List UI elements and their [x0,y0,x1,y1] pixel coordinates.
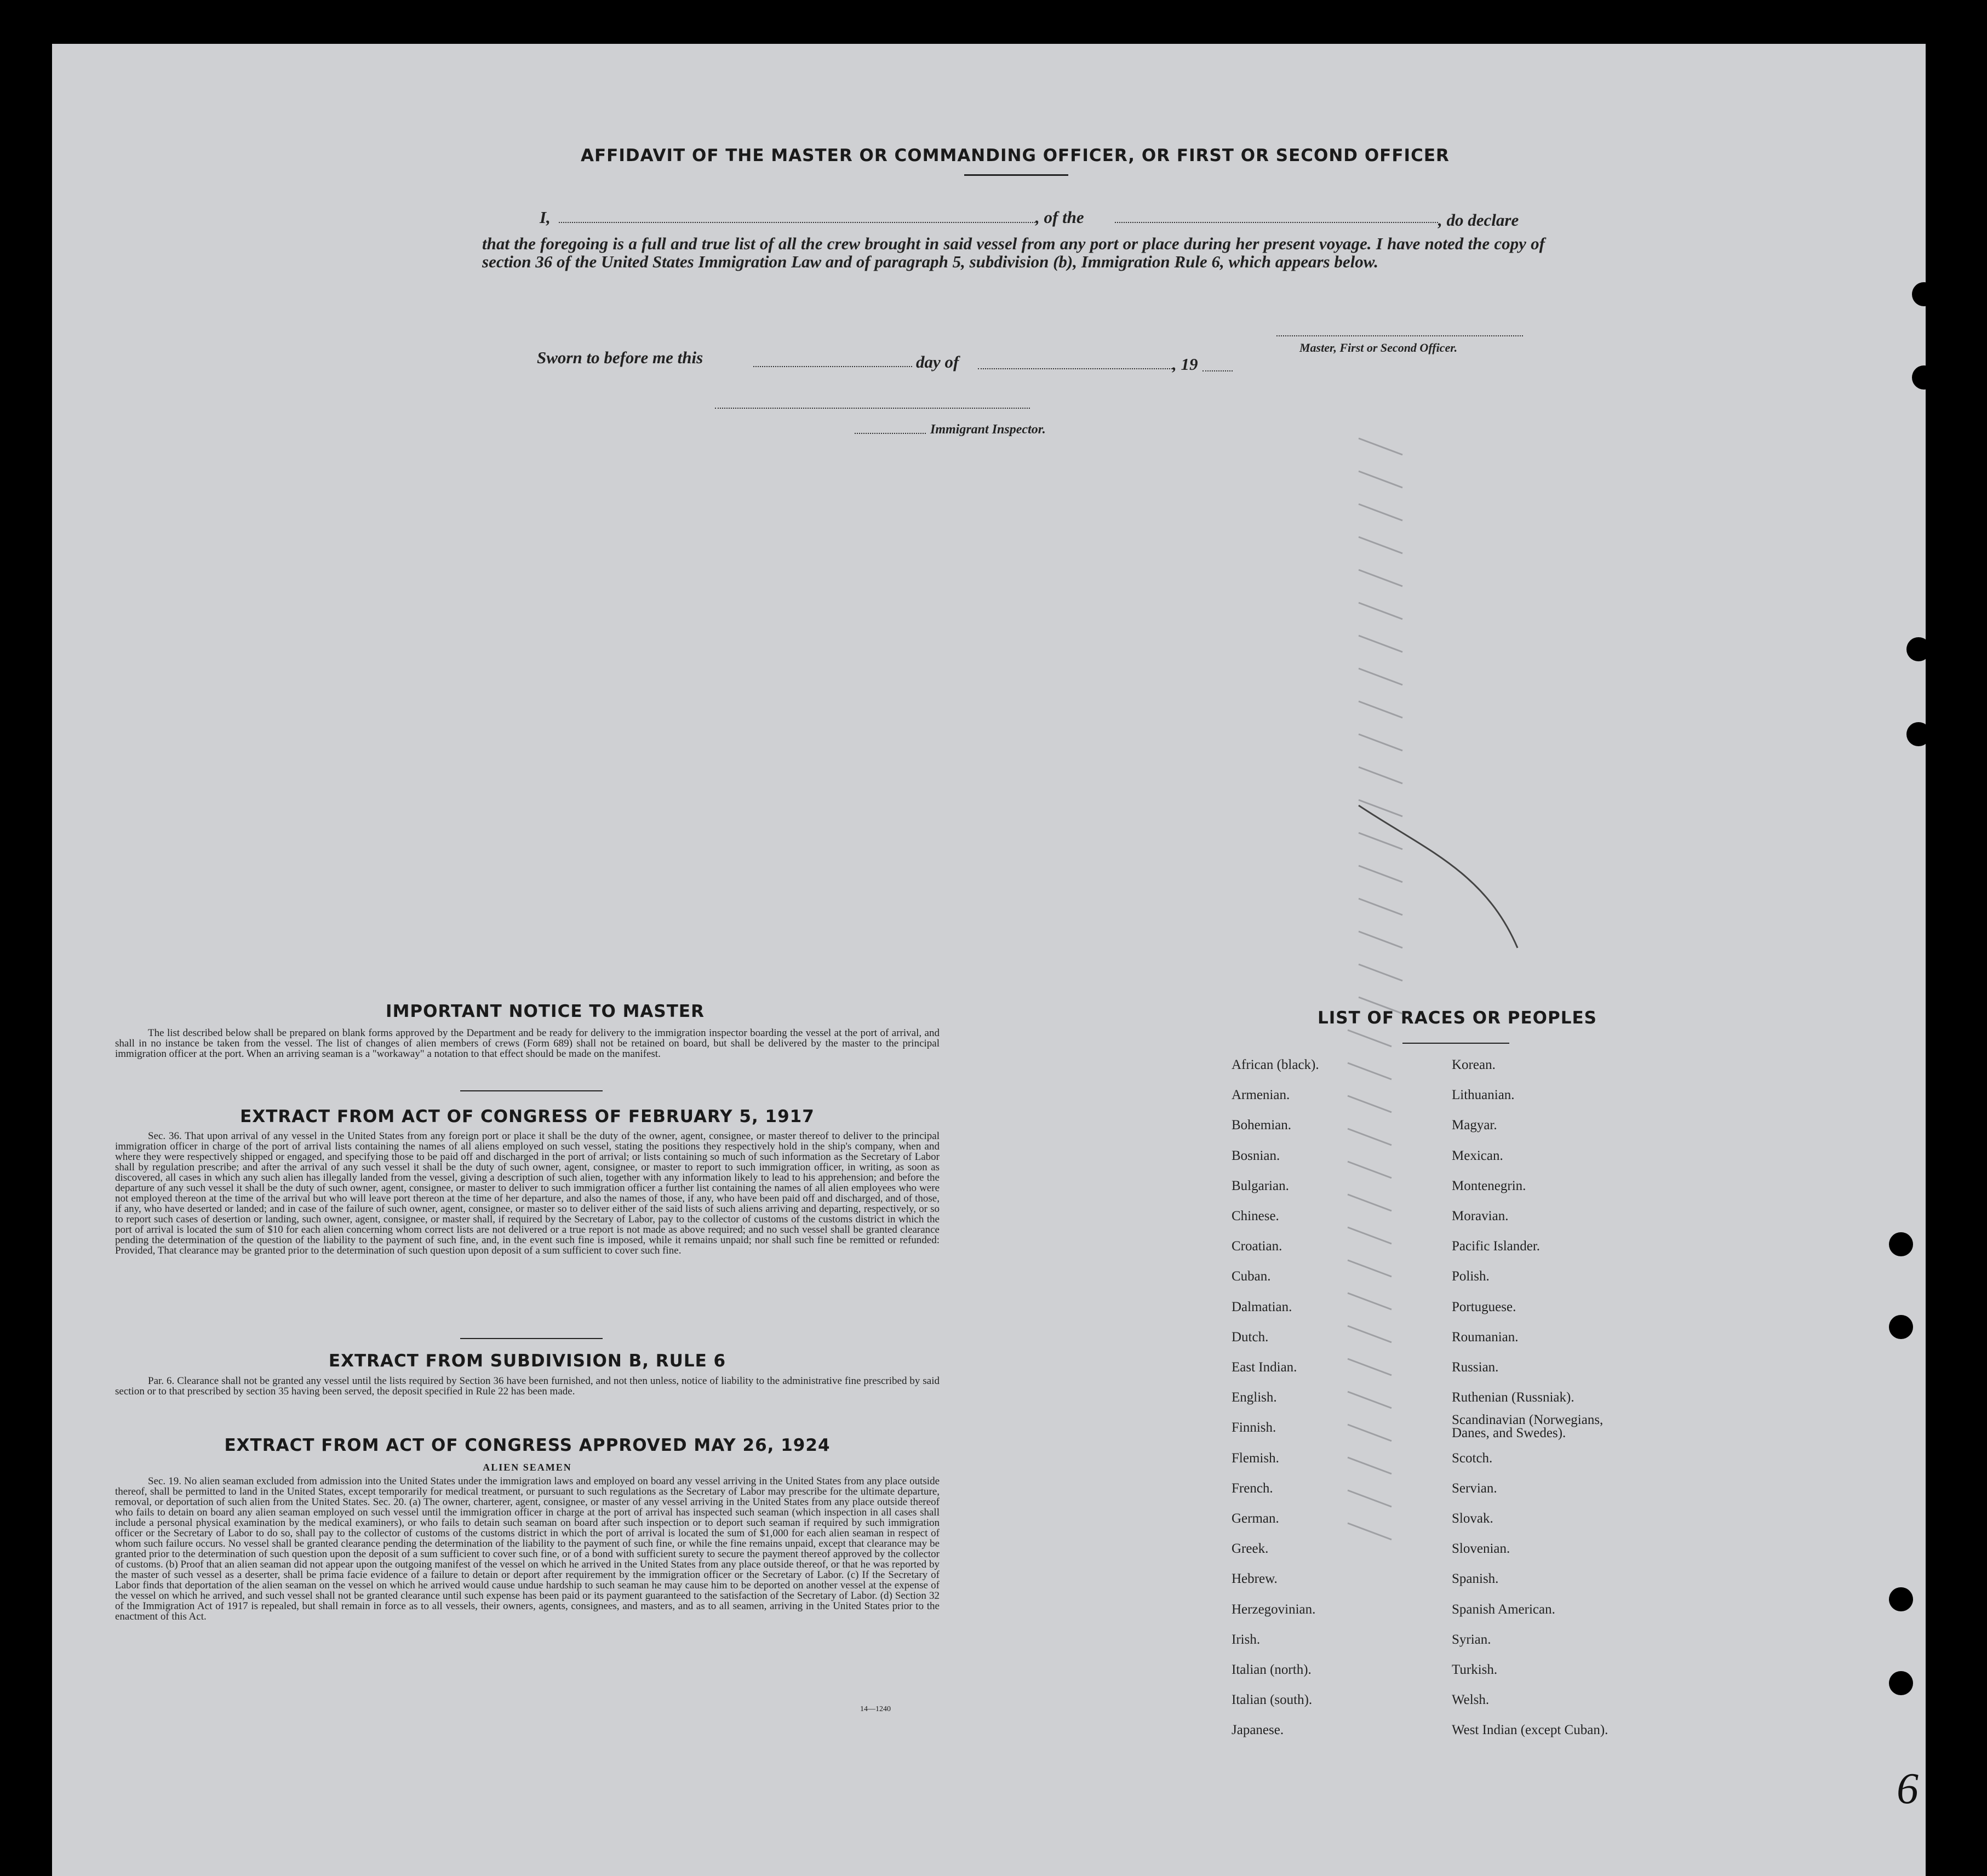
race-item: Flemish. [1232,1450,1279,1466]
race-item: French. [1232,1480,1273,1496]
binder-hole [1912,282,1936,306]
inspector-label: Immigrant Inspector. [930,422,1046,437]
race-item: Spanish. [1452,1571,1499,1587]
race-item: Servian. [1452,1480,1497,1496]
do-declare-label: , do declare [1438,210,1519,230]
race-item: Magyar. [1452,1118,1497,1133]
extract-1917-text: Sec. 36. That upon arrival of any vessel in the United States from any foreign port or place it shall be the duty of the owner, agent, consignee, or master thereof to deliver to the principal immigration officer in charge of the port of arrival lists containing the names of all aliens employed on such vessel, stating the positions they respectively hold in the ship's company, when and where they were respectively shipped or engaged, and specifying those to be paid off and discharged in the port of arrival; or lists containing so much of such information as the Secretary of Labor shall by regulation prescribe; and after the arrival of any such vessel it shall be the duty of such owner, agent, consignee, or master to report to such immigration officer, in writing, as soon as discovered, all cases in which any such alien has illegally landed from the vessel, giving a description of such alien, together with any information likely to lead to his apprehension; and before the departure of any such vessel it shall be the duty of such owner, agent, consignee, or master to deliver to such immigration officer a further list containing the names of all alien employees who were not employed thereon at the time of the arrival but who will leave port thereon at the time of her departure, and also the names of those, if any, who have been paid off and discharged, and of those, if any, who have deserted or landed; and in case of the failure of such owner, agent, consignee, or master so to deliver either of the said lists of such aliens arriving and departing, respectively, or so to report such cases of desertion or landing, such owner, agent, consignee, or master shall, if required by the Secretary of Labor, pay to the collector of customs of the customs district in which the port of arrival is located the sum of $10 for each alien concerning whom correct lists are not delivered or a true report is not made as above required; and no such vessel shall be granted clearance pending the determination of the question of the liability to the payment of such fine, and, in the event such fine is imposed, while it remains unpaid; nor shall such fine be remitted or refunded: Provided, That clearance may be granted prior to the determination of such question upon deposit of a sum sufficient to cover such fine. [115,1130,940,1256]
race-item: Hebrew. [1232,1571,1278,1587]
form-number: 14—1240 [860,1705,891,1713]
binder-hole [1906,722,1931,746]
race-item: Dalmatian. [1232,1299,1292,1314]
pencil-marks [1287,400,1545,1633]
sworn-day-field[interactable] [753,366,912,367]
master-signature-field[interactable] [1276,335,1523,336]
binder-hole [1912,365,1936,390]
race-item: Slovak. [1452,1511,1493,1526]
notice-divider [460,1090,603,1091]
race-item: Polish. [1452,1269,1490,1284]
notice-title: IMPORTANT NOTICE TO MASTER [386,1002,705,1021]
binder-hole [1889,1315,1913,1339]
race-item: Italian (south). [1232,1692,1313,1708]
race-item: Bosnian. [1232,1148,1280,1163]
declaration-body: that the foregoing is a full and true list of all the crew brought in said vessel from any port or place during her present voyage. I have noted the copy of section 36 of the United States Immigration Law and of paragraph 5, subdivision (b), Immigration Rule 6, which appears below. [482,234,1545,271]
race-item: East Indian. [1232,1360,1297,1375]
race-item: Japanese. [1232,1723,1284,1738]
binder-hole [1889,1671,1913,1695]
race-item: Spanish American. [1452,1602,1555,1617]
extract-1917-title: EXTRACT FROM ACT OF CONGRESS OF FEBRUARY 5, 1917 [240,1107,815,1126]
race-item: Scotch. [1452,1450,1493,1466]
vessel-name-field[interactable] [1115,222,1438,223]
sworn-year-field[interactable] [1202,370,1233,371]
of-the-label: , of the [1035,208,1084,227]
affidavit-title: AFFIDAVIT OF THE MASTER OR COMMANDING OFFICER, OR FIRST OR SECOND OFFICER [581,146,1450,165]
race-item: Pacific Islander. [1452,1239,1541,1254]
race-item: Bulgarian. [1232,1178,1289,1193]
rule6-text: Par. 6. Clearance shall not be granted any vessel until the lists required by Section 36 have been furnished, and not then unless, notice of liability to the administrative fine prescribed by said section or to that prescribed by section 35 having been served, the deposit specified in Rule 22 has been made. [115,1375,940,1397]
race-item: Bohemian. [1232,1118,1292,1133]
race-item: Korean. [1452,1057,1496,1072]
binder-hole [1889,1232,1913,1256]
extract-1924-subtitle: ALIEN SEAMEN [483,1462,572,1473]
title-underline [964,174,1068,176]
extract-1924-title: EXTRACT FROM ACT OF CONGRESS APPROVED MAY 26, 1924 [224,1435,831,1455]
notice-text: The list described below shall be prepared on blank forms approved by the Department and be ready for delivery to the immigration inspector boarding the vessel at the port of arrival, and shall in no instance be taken from the vessel. The list of changes of alien members of crews (Form 689) shall not be retained on board, but shall be delivered by the master to the principal immigration officer at the port. When an arriving seaman is a "workaway" a notation to that effect should be made on the manifest. [115,1027,940,1060]
extract-1924-text: Sec. 19. No alien seaman excluded from admission into the United States under the immigration laws and employed on board any vessel arriving in the United States from any place outside thereof, shall be permitted to land in the United States, except temporarily for medical treatment, or pursuant to such regulations as the Secretary of Labor may prescribe for the ultimate departure, removal, or deportation of such alien from the United States. Sec. 20. (a) The owner, charterer, agent, consignee, or master of any vessel arriving in the United States from any place outside thereof who fails to detain on board any alien seaman employed on such vessel until the immigration officer in charge at the port of arrival has inspected such seaman (which inspection in all cases shall include a personal physical examination by the medical examiners), or who fails to detain such seaman on board after such inspection or to deport such seaman if required by such immigration officer or the Secretary of Labor to do so, shall pay to the collector of customs of the customs district in which the port of arrival is located the sum of $1,000 for each alien seaman in respect of whom such failure occurs. No vessel shall be granted clearance pending the determination of the liability to the payment of such fine, or while the fine remains unpaid, except that clearance may be granted prior to the determination of such question upon the deposit of a sum sufficient to cover such fine, or of a bond with sufficient surety to secure the payment thereof approved by the collector of customs. (b) Proof that an alien seaman did not appear upon the outgoing manifest of the vessel on which he arrived in the United States from any place outside thereof, or that he was reported by the master of such vessel as a deserter, shall be prima facie evidence of a failure to detain or deport after requirement by the immigration officer or the Secretary of Labor. (c) If the Secretary of Labor finds that deportation of the alien seaman on the vessel on which he arrived would cause undue hardship to such seaman he may cause him to be deported on another vessel at the expense of the vessel on which he arrived, and such vessel shall not be granted clearance until such expense has been paid or its payment guaranteed to the satisfaction of the Secretary of Labor. (d) Section 32 of the Immigration Act of 1917 is repealed, but shall remain in force as to all vessels, their owners, agents, consignees, and masters, and as to all seamen, arriving in the United States prior to the enactment of this Act. [115,1475,940,1622]
race-item: Russian. [1452,1360,1499,1375]
race-item: Scandinavian (Norwegians, Danes, and Swedes). [1452,1412,1604,1441]
sworn-month-field[interactable] [978,368,1172,369]
master-signature-label: Master, First or Second Officer. [1299,341,1458,354]
declarant-prefix: I, [540,208,551,227]
race-item: English. [1232,1390,1277,1405]
year-label: , 19 [1172,354,1198,374]
extract-1917-divider [460,1338,603,1339]
race-item: Syrian. [1452,1632,1491,1647]
race-item: West Indian (except Cuban). [1452,1723,1608,1738]
race-item: Portuguese. [1452,1299,1516,1314]
race-item: Ruthenian (Russniak). [1452,1390,1574,1405]
race-item: Lithuanian. [1452,1088,1515,1103]
race-item: Armenian. [1232,1088,1290,1103]
race-item: Turkish. [1452,1662,1498,1677]
handwritten-page-number: 6 [1897,1765,1919,1813]
race-item: Slovenian. [1452,1541,1510,1557]
races-title: LIST OF RACES OR PEOPLES [1317,1008,1597,1028]
rule6-title: EXTRACT FROM SUBDIVISION B, RULE 6 [328,1351,726,1371]
race-item: Italian (north). [1232,1662,1312,1677]
race-item: Finnish. [1232,1420,1276,1435]
inspector-signature-field[interactable] [715,408,1030,409]
binder-hole [1889,1587,1913,1611]
race-item: Croatian. [1232,1239,1282,1254]
declarant-name-field[interactable] [559,222,1035,223]
race-item: Greek. [1232,1541,1269,1557]
race-item: Moravian. [1452,1209,1509,1223]
race-item: Welsh. [1452,1692,1490,1708]
inspector-underline-short [855,433,926,434]
race-item: African (black). [1232,1057,1319,1072]
race-item: Irish. [1232,1632,1261,1647]
race-item: Herzegovinian. [1232,1602,1316,1617]
day-of-label: day of [916,352,959,371]
race-item: Chinese. [1232,1209,1279,1223]
race-item: Mexican. [1452,1148,1503,1163]
race-item: Roumanian. [1452,1329,1519,1345]
race-item: Dutch. [1232,1329,1269,1345]
binder-hole [1906,637,1931,661]
race-item: Montenegrin. [1452,1178,1526,1193]
race-item: Cuban. [1232,1269,1271,1284]
race-item: German. [1232,1511,1279,1526]
sworn-label: Sworn to before me this [537,348,703,367]
